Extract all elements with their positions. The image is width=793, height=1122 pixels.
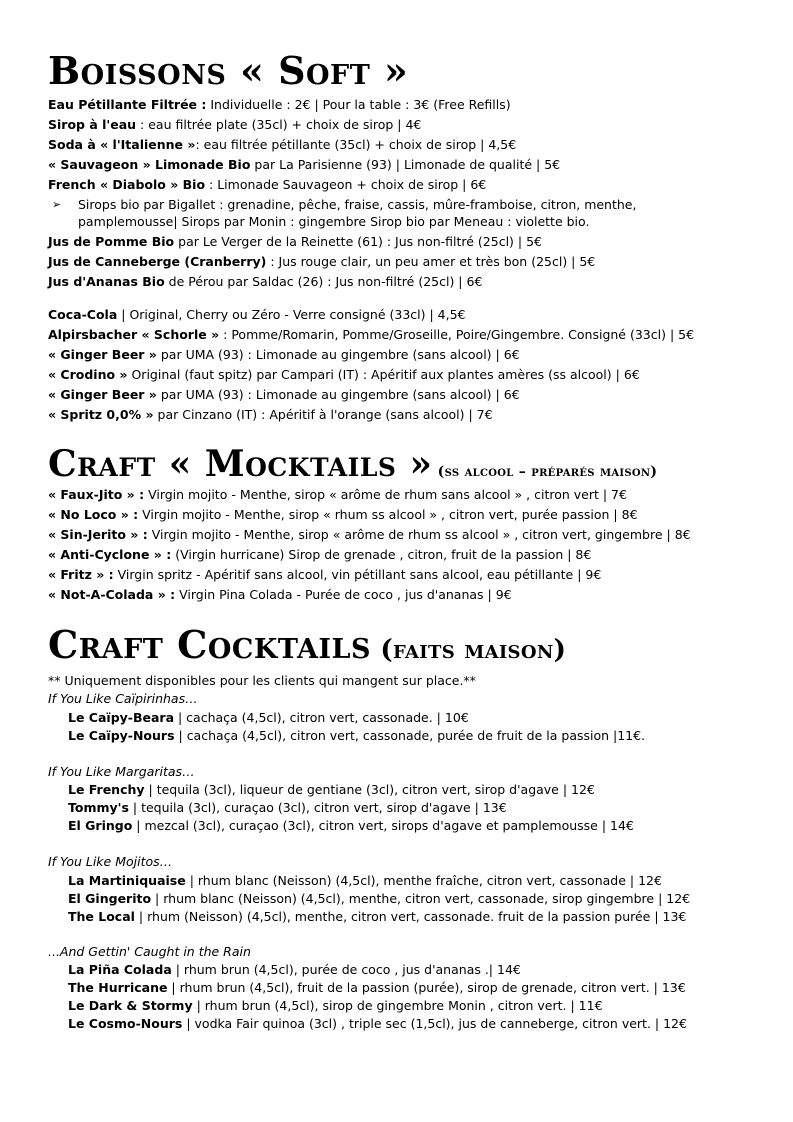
item-desc: | rhum (Neisson) (4,5cl), menthe, citron vert, cassonade. fruit de la passion purée | 13€ — [134, 909, 687, 924]
section-title-mocktails — [48, 443, 658, 485]
item-name: The Hurricane — [68, 980, 168, 995]
syrup-note-line: pamplemousse| Sirops par Monin : gingembre Sirop bio par Meneau : violette bio. — [78, 214, 590, 229]
item-name: Le Caïpy-Nours — [68, 728, 175, 743]
menu-item — [68, 960, 521, 980]
item-name: « Not-A-Colada » : — [48, 587, 176, 602]
section-title-cocktails — [48, 622, 567, 667]
item-desc: | mezcal (3cl), curaçao (3cl), citron vert, sirops d'agave et pamplemousse | 14€ — [132, 818, 634, 833]
item-desc: : Pomme/Romarin, Pomme/Groseille, Poire/Gingembre. Consigné (33cl) | 5€ — [219, 327, 695, 342]
menu-item — [68, 1014, 687, 1034]
item-name: Coca-Cola — [48, 307, 118, 322]
arrow-bullet-icon: ➢ — [52, 198, 62, 211]
item-desc: Virgin mojito - Menthe, sirop « arôme de rhum ss alcool » , citron vert, gingembre | 8€ — [147, 527, 691, 542]
item-desc: : eau filtrée plate (35cl) + choix de sirop | 4€ — [136, 117, 422, 132]
item-desc: par UMA (93) : Limonade au gingembre (sans alcool) | 6€ — [156, 387, 520, 402]
menu-item — [48, 252, 595, 272]
menu-item — [68, 798, 507, 818]
item-desc: | rhum brun (4,5cl), fruit de la passion (purée), sirop de grenade, citron vert. | 13€ — [167, 980, 686, 995]
menu-item — [68, 708, 469, 728]
cocktails-subtitle: (faits maison) — [371, 635, 567, 665]
item-desc: par Le Verger de la Reinette (61) : Jus non-filtré (25cl) | 5€ — [174, 234, 543, 249]
item-desc: | rhum brun (4,5cl), purée de coco , jus d'ananas .| 14€ — [171, 962, 521, 977]
item-name: Jus d'Ananas Bio — [48, 274, 165, 289]
menu-item — [48, 345, 520, 365]
mocktails-title: Craft « Mocktails » — [48, 443, 433, 485]
group-heading: If You Like Margaritas… — [48, 764, 195, 779]
item-name: La Martiniquaise — [68, 873, 186, 888]
menu-item — [68, 889, 690, 909]
item-name: Le Dark & Stormy — [68, 998, 193, 1013]
menu-item — [48, 565, 601, 585]
item-name: « Anti-Cyclone » : — [48, 547, 172, 562]
menu-item — [48, 325, 694, 345]
menu-item — [48, 155, 560, 175]
item-desc: | rhum blanc (Neisson) (4,5cl), menthe fraîche, citron vert, cassonade | 12€ — [185, 873, 662, 888]
item-name: The Local — [68, 909, 135, 924]
menu-item — [68, 726, 645, 746]
item-name: « Fritz » : — [48, 567, 114, 582]
item-desc: par Cinzano (IT) : Apéritif à l'orange (sans alcool) | 7€ — [153, 407, 493, 422]
item-name: Soda à « l'Italienne » — [48, 137, 196, 152]
item-name: El Gringo — [68, 818, 133, 833]
menu-item — [48, 135, 516, 155]
item-desc: Virgin mojito - Menthe, sirop « rhum ss alcool » , citron vert, purée passion | 8€ — [138, 507, 638, 522]
item-name: Le Caïpy-Beara — [68, 710, 175, 725]
menu-item — [48, 115, 421, 135]
item-name: « Ginger Beer » — [48, 387, 157, 402]
item-name: Alpirsbacher « Schorle » — [48, 327, 220, 342]
mocktails-subtitle: (ss alcool – préparés maison) — [432, 464, 658, 480]
item-name: « Spritz 0,0% » — [48, 407, 154, 422]
item-name: Le Cosmo-Nours — [68, 1016, 183, 1031]
group-heading: ...And Gettin' Caught in the Rain — [48, 944, 251, 959]
item-name: La Piña Colada — [68, 962, 172, 977]
item-name: « Sauvageon » Limonade Bio — [48, 157, 251, 172]
item-desc: de Pérou par Saldac (26) : Jus non-filtré (25cl) | 6€ — [164, 274, 483, 289]
item-name: Tommy's — [68, 800, 129, 815]
menu-item — [48, 232, 542, 252]
syrup-note-line: Sirops bio par Bigallet : grenadine, pêche, fraise, cassis, mûre-framboise, citron, menthe, — [78, 197, 637, 212]
item-name: French « Diabolo » Bio — [48, 177, 206, 192]
item-desc: : eau filtrée pétillante (35cl) + choix de sirop | 4,5€ — [195, 137, 517, 152]
item-desc: Individuelle : 2€ | Pour la table : 3€ (Free Refills) — [206, 97, 511, 112]
menu-item — [48, 365, 640, 385]
item-name: Jus de Canneberge (Cranberry) — [48, 254, 267, 269]
item-desc: | Original, Cherry ou Zéro - Verre consigné (33cl) | 4,5€ — [117, 307, 466, 322]
menu-item — [48, 385, 520, 405]
menu-item — [48, 305, 466, 325]
menu-item — [48, 175, 486, 195]
item-desc: : Limonade Sauvageon + choix de sirop | 6€ — [205, 177, 487, 192]
item-desc: | cachaça (4,5cl), citron vert, cassonade, purée de fruit de la passion |11€. — [174, 728, 646, 743]
group-heading: If You Like Mojitos… — [48, 854, 173, 869]
item-name: « No Loco » : — [48, 507, 139, 522]
item-desc: : Jus rouge clair, un peu amer et très bon (25cl) | 5€ — [266, 254, 596, 269]
menu-item — [68, 978, 686, 998]
menu-item — [48, 545, 591, 565]
menu-item — [68, 780, 595, 800]
item-name: Le Frenchy — [68, 782, 145, 797]
item-desc: Original (faut spitz) par Campari (IT) : Apéritif aux plantes amères (ss alcool) | 6€ — [127, 367, 640, 382]
menu-item — [48, 585, 512, 605]
menu-item — [48, 95, 511, 115]
menu-item — [48, 272, 482, 292]
item-desc: Virgin spritz - Apéritif sans alcool, vin pétillant sans alcool, eau pétillante | 9€ — [113, 567, 602, 582]
item-desc: par UMA (93) : Limonade au gingembre (sans alcool) | 6€ — [156, 347, 520, 362]
item-desc: Virgin Pina Colada - Purée de coco , jus d'ananas | 9€ — [175, 587, 512, 602]
group-heading: If You Like Caïpirinhas… — [48, 691, 198, 706]
menu-item — [48, 405, 493, 425]
menu-item — [68, 996, 603, 1016]
menu-item — [48, 525, 691, 545]
item-name: Eau Pétillante Filtrée : — [48, 97, 207, 112]
cocktails-note: ** Uniquement disponibles pour les clients qui mangent sur place.** — [48, 673, 476, 688]
menu-item — [68, 907, 686, 927]
item-desc: | rhum brun (4,5cl), sirop de gingembre Monin , citron vert. | 11€ — [192, 998, 603, 1013]
item-desc: (Virgin hurricane) Sirop de grenade , citron, fruit de la passion | 8€ — [171, 547, 592, 562]
item-desc: Virgin mojito - Menthe, sirop « arôme de rhum sans alcool » , citron vert | 7€ — [144, 487, 627, 502]
cocktails-title: Craft Cocktails — [48, 622, 372, 667]
item-desc: par La Parisienne (93) | Limonade de qualité | 5€ — [250, 157, 561, 172]
item-desc: | tequila (3cl), liqueur de gentiane (3cl), citron vert, sirop d'agave | 12€ — [144, 782, 595, 797]
item-desc: | cachaça (4,5cl), citron vert, cassonade. | 10€ — [174, 710, 469, 725]
item-name: El Gingerito — [68, 891, 152, 906]
item-name: Jus de Pomme Bio — [48, 234, 175, 249]
menu-item — [68, 816, 634, 836]
item-desc: | tequila (3cl), curaçao (3cl), citron vert, sirop d'agave | 13€ — [128, 800, 507, 815]
section-title-soft: Boissons « Soft » — [48, 48, 409, 93]
menu-item — [68, 871, 662, 891]
item-name: Sirop à l'eau — [48, 117, 137, 132]
item-name: « Ginger Beer » — [48, 347, 157, 362]
item-name: « Faux-Jito » : — [48, 487, 145, 502]
item-name: « Sin-Jerito » : — [48, 527, 148, 542]
menu-item — [48, 505, 638, 525]
menu-item — [48, 485, 627, 505]
item-name: « Crodino » — [48, 367, 128, 382]
item-desc: | vodka Fair quinoa (3cl) , triple sec (1,5cl), jus de canneberge, citron vert. | 12€ — [182, 1016, 687, 1031]
item-desc: | rhum blanc (Neisson) (4,5cl), menthe, citron vert, cassonade, sirop gingembre | 12€ — [151, 891, 691, 906]
